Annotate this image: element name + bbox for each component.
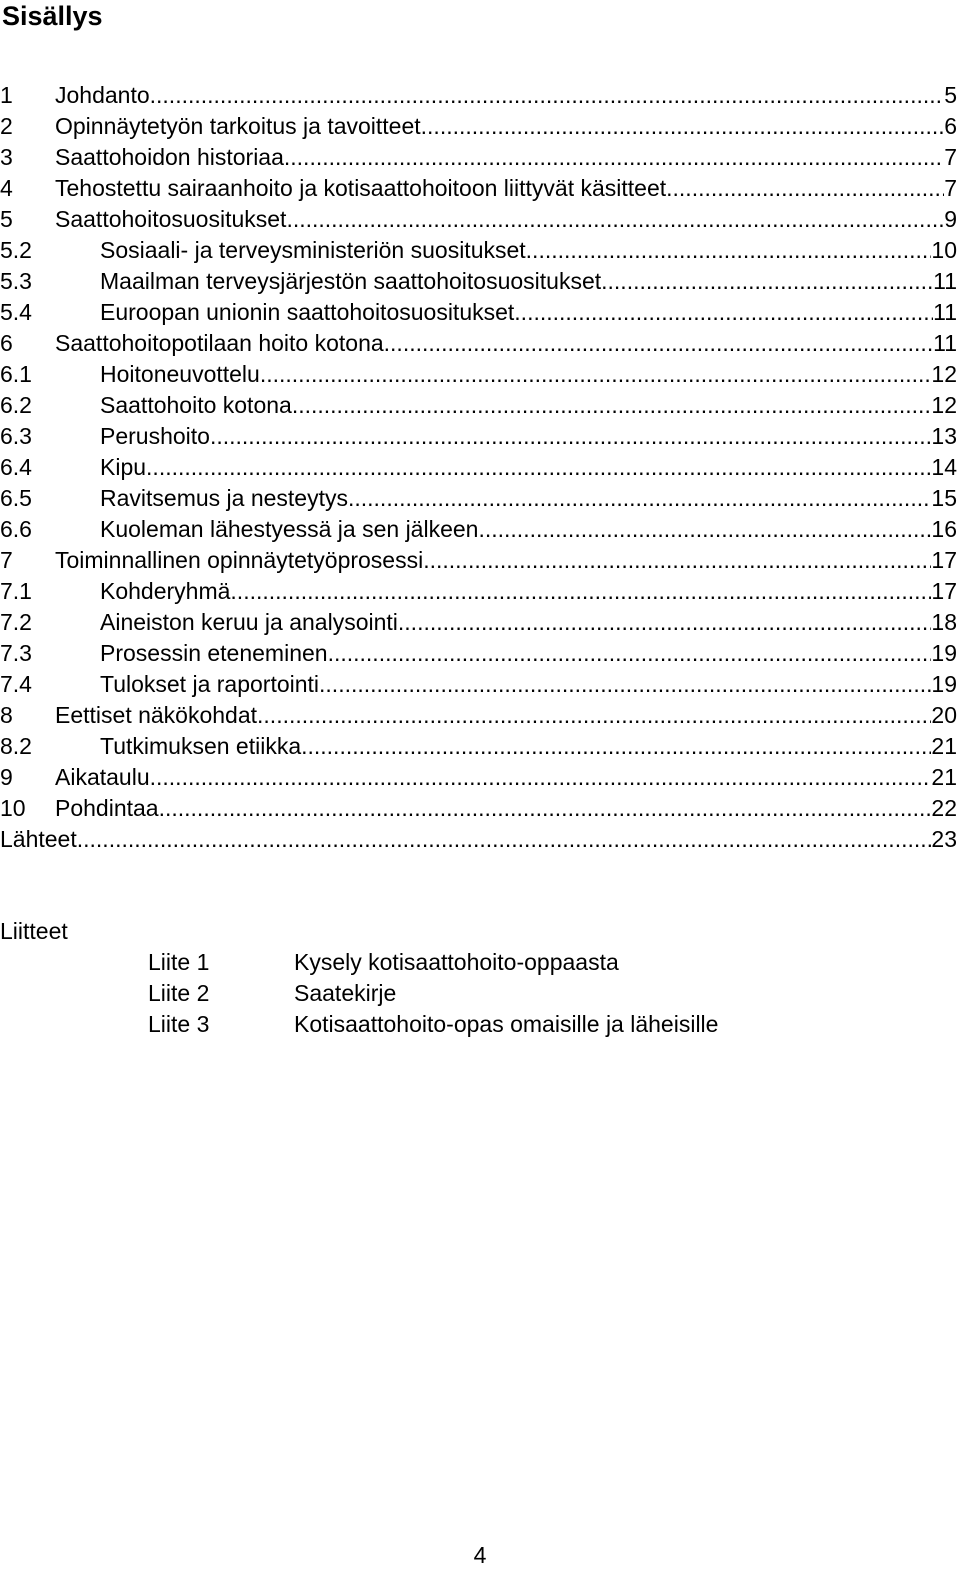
attachment-item [0, 1009, 960, 1040]
toc-entry-title: Tutkimuksen etiikka [100, 733, 302, 759]
toc-entry-number: 7.3 [0, 640, 32, 666]
toc-leader-dots [286, 204, 944, 235]
toc-leader-dots [601, 266, 933, 297]
toc-entry[interactable] [0, 452, 960, 483]
toc-entry-number: 6.6 [0, 516, 32, 542]
toc-entry[interactable] [0, 824, 960, 855]
toc-entry[interactable] [0, 421, 960, 452]
toc-entry-page: 14 [931, 454, 957, 480]
toc-entry[interactable] [0, 111, 960, 142]
toc-entry-number: 7.2 [0, 609, 32, 635]
toc-entry[interactable] [0, 576, 960, 607]
toc-entry[interactable] [0, 669, 960, 700]
toc-entry[interactable] [0, 514, 960, 545]
toc-entry-title: Toiminnallinen opinnäytetyöprosessi [55, 547, 424, 573]
toc-entry[interactable] [0, 204, 960, 235]
toc-entry-number: 9 [0, 764, 13, 790]
toc-entry-number: 6.4 [0, 454, 32, 480]
toc-entry[interactable] [0, 545, 960, 576]
toc-entry[interactable] [0, 607, 960, 638]
toc-leader-dots [260, 359, 932, 390]
toc-leader-dots [666, 173, 944, 204]
toc-entry-title: Hoitoneuvottelu [100, 361, 260, 387]
toc-leader-dots [398, 607, 932, 638]
toc-entry-page: 21 [931, 733, 957, 759]
toc-leader-dots [230, 576, 931, 607]
toc-entry-page: 23 [931, 826, 957, 852]
toc-entry-number: 7 [0, 547, 13, 573]
toc-entry-title: Saattohoitopotilaan hoito kotona [55, 330, 384, 356]
toc-leader-dots [348, 483, 931, 514]
toc-entry[interactable] [0, 700, 960, 731]
toc-leader-dots [423, 545, 931, 576]
attachment-item [0, 978, 960, 1009]
toc-entry[interactable] [0, 359, 960, 390]
toc-leader-dots [284, 142, 944, 173]
toc-entry-page: 5 [944, 82, 957, 108]
attachment-item [0, 947, 960, 978]
toc-entry-number: 4 [0, 175, 13, 201]
toc-entry-title: Saattohoito kotona [100, 392, 292, 418]
toc-entry-number: 5.4 [0, 299, 32, 325]
toc-entry-page: 19 [931, 640, 957, 666]
toc-entry[interactable] [0, 235, 960, 266]
toc-entry[interactable] [0, 142, 960, 173]
toc-entry[interactable] [0, 638, 960, 669]
toc-entry-title: Pohdintaa [55, 795, 159, 821]
toc-entry-page: 7 [944, 144, 957, 170]
toc-entry-page: 6 [944, 113, 957, 139]
attachment-title: Kysely kotisaattohoito-oppaasta [294, 949, 619, 975]
toc-leader-dots [150, 80, 945, 111]
attachment-label: Liite 1 [148, 949, 210, 975]
toc-entry[interactable] [0, 297, 960, 328]
toc-entry-title: Kipu [100, 454, 147, 480]
attachment-title: Kotisaattohoito-opas omaisille ja läheisille [294, 1011, 719, 1037]
toc-entry-number: 8.2 [0, 733, 32, 759]
toc-entry-page: 11 [933, 330, 957, 356]
toc-entry-page: 20 [931, 702, 957, 728]
toc-entry[interactable] [0, 80, 960, 111]
toc-entry-page: 13 [931, 423, 957, 449]
toc-entry-page: 21 [931, 764, 957, 790]
toc-leader-dots [77, 824, 932, 855]
attachment-label: Liite 2 [148, 980, 210, 1006]
toc-entry-number: 8 [0, 702, 13, 728]
table-of-contents [0, 80, 960, 855]
toc-entry[interactable] [0, 762, 960, 793]
page-number: 4 [473, 1542, 487, 1568]
toc-entry-title: Eettiset näkökohdat [55, 702, 258, 728]
toc-entry-number: 7.1 [0, 578, 32, 604]
toc-entry-title: Opinnäytetyön tarkoitus ja tavoitteet [55, 113, 421, 139]
toc-entry[interactable] [0, 390, 960, 421]
toc-leader-dots [257, 700, 931, 731]
toc-entry-title: Aikataulu [55, 764, 150, 790]
toc-entry-page: 12 [931, 392, 957, 418]
toc-entry-number: 3 [0, 144, 13, 170]
toc-entry-title: Saattohoitosuositukset [55, 206, 287, 232]
toc-entry-page: 11 [933, 299, 957, 325]
toc-entry-number: 6.5 [0, 485, 32, 511]
toc-leader-dots [328, 638, 932, 669]
toc-entry-number: 1 [0, 82, 13, 108]
toc-entry-number: 6.3 [0, 423, 32, 449]
toc-entry-title: Saattohoidon historiaa [55, 144, 284, 170]
attachments-heading: Liitteet [0, 918, 68, 944]
toc-entry-title: Maailman terveysjärjestön saattohoitosuositukset [100, 268, 602, 294]
toc-leader-dots [319, 669, 931, 700]
toc-entry[interactable] [0, 793, 960, 824]
toc-entry-title: Prosessin eteneminen [100, 640, 328, 666]
toc-entry[interactable] [0, 173, 960, 204]
toc-entry-number: 5.2 [0, 237, 32, 263]
toc-entry-number: 6 [0, 330, 13, 356]
toc-entry-number: 6.1 [0, 361, 32, 387]
toc-entry-page: 16 [931, 516, 957, 542]
toc-leader-dots [301, 731, 931, 762]
toc-entry-number: 7.4 [0, 671, 32, 697]
toc-leader-dots [159, 793, 932, 824]
toc-entry-title: Tehostettu sairaanhoito ja kotisaattohoitoon liittyvät käsitteet [55, 175, 667, 201]
toc-entry-title: Johdanto [55, 82, 150, 108]
toc-entry-number: 6.2 [0, 392, 32, 418]
toc-entry[interactable] [0, 483, 960, 514]
toc-entry[interactable] [0, 328, 960, 359]
toc-entry-number: 10 [0, 795, 26, 821]
toc-leader-dots [526, 235, 932, 266]
toc-entry[interactable] [0, 266, 960, 297]
toc-entry-title: Lähteet [0, 826, 77, 852]
toc-entry-page: 7 [944, 175, 957, 201]
attachment-title: Saatekirje [294, 980, 397, 1006]
toc-entry-page: 10 [931, 237, 957, 263]
toc-entry-page: 15 [931, 485, 957, 511]
toc-entry-number: 5 [0, 206, 13, 232]
attachments-section [0, 916, 960, 1040]
toc-leader-dots [478, 514, 931, 545]
toc-entry-title: Kuoleman lähestyessä ja sen jälkeen [100, 516, 479, 542]
toc-entry-title: Perushoito [100, 423, 210, 449]
toc-leader-dots [384, 328, 933, 359]
toc-entry-number: 2 [0, 113, 13, 139]
toc-entry[interactable] [0, 731, 960, 762]
page-title: Sisällys [2, 1, 103, 31]
toc-entry-title: Euroopan unionin saattohoitosuositukset [100, 299, 515, 325]
toc-leader-dots [210, 421, 931, 452]
toc-entry-title: Kohderyhmä [100, 578, 231, 604]
toc-entry-page: 9 [944, 206, 957, 232]
toc-leader-dots [292, 390, 932, 421]
toc-entry-page: 19 [931, 671, 957, 697]
toc-entry-number: 5.3 [0, 268, 32, 294]
toc-entry-title: Tulokset ja raportointi [100, 671, 320, 697]
toc-entry-page: 18 [931, 609, 957, 635]
toc-leader-dots [150, 762, 932, 793]
toc-entry-page: 12 [931, 361, 957, 387]
toc-entry-page: 22 [931, 795, 957, 821]
toc-entry-page: 17 [931, 578, 957, 604]
toc-entry-title: Ravitsemus ja nesteytys [100, 485, 348, 511]
attachment-label: Liite 3 [148, 1011, 210, 1037]
toc-entry-page: 11 [933, 268, 957, 294]
toc-leader-dots [421, 111, 945, 142]
toc-leader-dots [146, 452, 931, 483]
toc-entry-title: Aineiston keruu ja analysointi [100, 609, 398, 635]
toc-entry-title: Sosiaali- ja terveysministeriön suositukset [100, 237, 526, 263]
toc-entry-page: 17 [931, 547, 957, 573]
toc-leader-dots [514, 297, 933, 328]
